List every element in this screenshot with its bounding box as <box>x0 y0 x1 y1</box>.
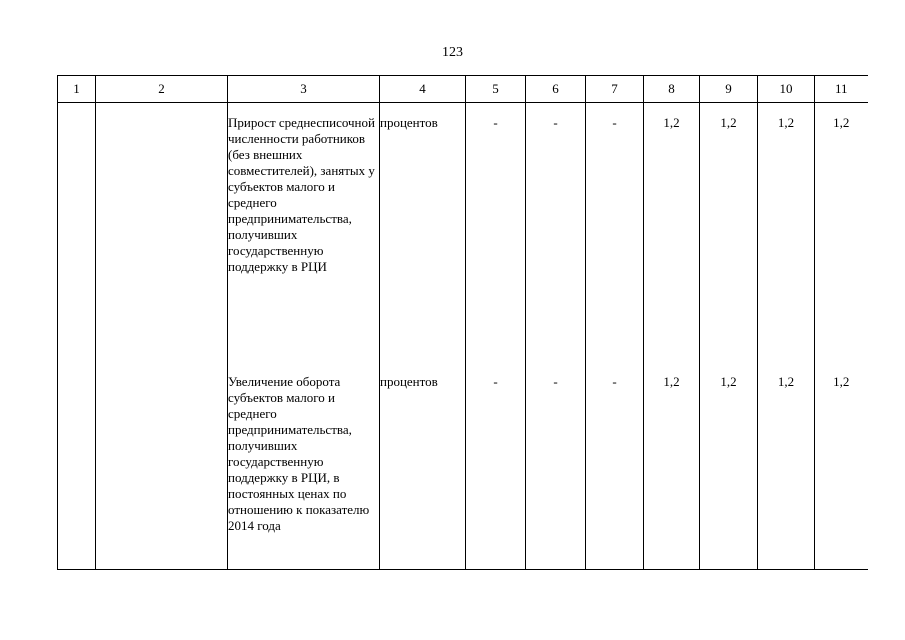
value-cell-6: - <box>526 103 586 368</box>
header-row <box>58 76 868 103</box>
value-cell-7: - <box>586 367 644 570</box>
value-cell-11: 1,2 <box>815 103 868 368</box>
value-cell-6: - <box>526 367 586 570</box>
header-cell-9: 9 <box>700 76 758 103</box>
value-cell-10: 1,2 <box>758 103 815 368</box>
header-cell-2: 2 <box>96 76 228 103</box>
value-cell-9: 1,2 <box>700 103 758 368</box>
value-cell-10: 1,2 <box>758 367 815 570</box>
table-row <box>58 103 868 368</box>
header-cell-7: 7 <box>586 76 644 103</box>
value-cell-7: - <box>586 103 644 368</box>
header-cell-4: 4 <box>380 76 466 103</box>
value-cell-8: 1,2 <box>644 103 700 368</box>
value-cell-5: - <box>466 103 526 368</box>
row-cell-col1 <box>58 367 96 570</box>
header-cell-8: 8 <box>644 76 700 103</box>
value-cell-5: - <box>466 367 526 570</box>
header-cell-6: 6 <box>526 76 586 103</box>
indicators-table <box>57 75 868 570</box>
page-number: 123 <box>442 45 463 60</box>
indicator-name: Увеличение оборота субъектов малого и среднего предпринимательства, получивших государственную поддержку в РЦИ, в постоянных ценах по отношению к показателю 2014 года <box>228 367 380 570</box>
header-cell-1: 1 <box>58 76 96 103</box>
row-cell-col1 <box>58 103 96 368</box>
table-row <box>58 367 868 570</box>
header-cell-10: 10 <box>758 76 815 103</box>
header-cell-5: 5 <box>466 76 526 103</box>
unit-cell: процентов <box>380 367 466 570</box>
row-cell-col2 <box>96 103 228 368</box>
header-cell-11: 11 <box>815 76 868 103</box>
header-cell-3: 3 <box>228 76 380 103</box>
row-cell-col2 <box>96 367 228 570</box>
value-cell-9: 1,2 <box>700 367 758 570</box>
value-cell-8: 1,2 <box>644 367 700 570</box>
indicator-name: Прирост среднесписочной численности работников (без внешних совместителей), занятых у субъектов малого и среднего предпринимательства, получивших государственную поддержку в РЦИ <box>228 103 380 368</box>
value-cell-11: 1,2 <box>815 367 868 570</box>
unit-cell: процентов <box>380 103 466 368</box>
